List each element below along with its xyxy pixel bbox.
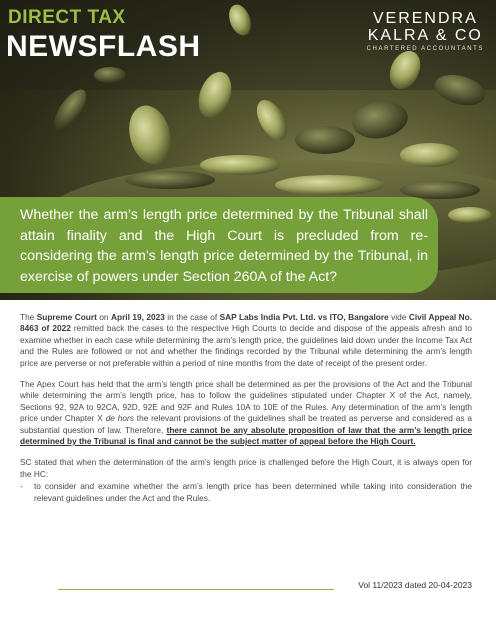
court-name: Supreme Court <box>36 312 97 322</box>
appeal-number: Civil Appeal No. 8463 of 2022 <box>20 312 472 334</box>
bullet-text: to consider and examine whether the arm’s length price has been determined while taking into consideration the relevant guidelines under the Act and the Rules. <box>34 481 472 503</box>
newsletter-category: DIRECT TAX <box>8 7 126 28</box>
paragraph-2 <box>20 379 472 447</box>
newsletter-title: NEWSFLASH <box>6 30 201 63</box>
logo-line-2: KALRA & CO <box>367 27 483 44</box>
text: the relevant provisions of the guidelines shall be treated as perverse and considered as a substantial question of law. Therefore, <box>20 413 472 435</box>
case-name: SAP Labs India Pvt. Ltd. vs ITO, Bangalore <box>219 312 389 322</box>
question-banner <box>0 197 438 293</box>
footer-divider <box>58 589 334 590</box>
volume-date: Vol 11/2023 dated 20-04-2023 <box>358 580 472 590</box>
firm-logo <box>367 10 484 52</box>
text: in the case of <box>164 312 220 322</box>
paragraph-3 <box>20 457 472 480</box>
logo-line-1: VERENDRA <box>372 10 478 27</box>
text: The <box>20 312 37 322</box>
text: SC stated that when the determination of the arm’s length price is challenged before the High Court, it is always open for the HC: <box>20 457 472 479</box>
italic-term: de hors <box>105 413 134 424</box>
logo-subtitle: CHARTERED ACCOUNTANTS <box>366 46 484 52</box>
key-holding: there cannot be any absolute proposition of law that the arm’s length price determined by the Tribunal is final and cannot be the subject matter of appeal before the High Court. <box>20 424 472 447</box>
text: The Apex Court has held that the arm’s length price shall be determined as per the provisions of the Act and the Tribunal while determining the arm’s length price, has to follow the guidelines stipulated under Chapter X of the Act, namely, Sections 92, 92A to 92CA, 92D, 92E and 92F and Rules 10A to 10E of the Rules. Any determination of the arm’s length price under Chapter X <box>20 379 472 424</box>
question-text: Whether the arm’s length price determined by the Tribunal shall attain finality and the High Court is precluded from re-considering the arm’s length price determined by the Tribunal, in exercise of powers under Section 260A of the Act? <box>20 207 428 285</box>
article-body <box>20 312 472 504</box>
text: vide <box>388 312 409 322</box>
paragraph-1 <box>20 312 472 369</box>
judgment-date: April 19, 2023 <box>111 312 165 322</box>
list-item <box>20 481 472 504</box>
bullet-dash: - <box>20 481 23 492</box>
text: remitted back the cases to the respective High Courts to decide and dispose of the appeals afresh and to examine whether in each case while determining the arm’s length price, the guidelines laid down under the Income Tax Act and the Rules are followed or not and whether the findings recorded by the Tribunal while determining the arm’s length price are perverse or not preferable within a period of nine months from the date of receipt of the present order. <box>20 323 472 368</box>
text: on <box>96 312 112 322</box>
